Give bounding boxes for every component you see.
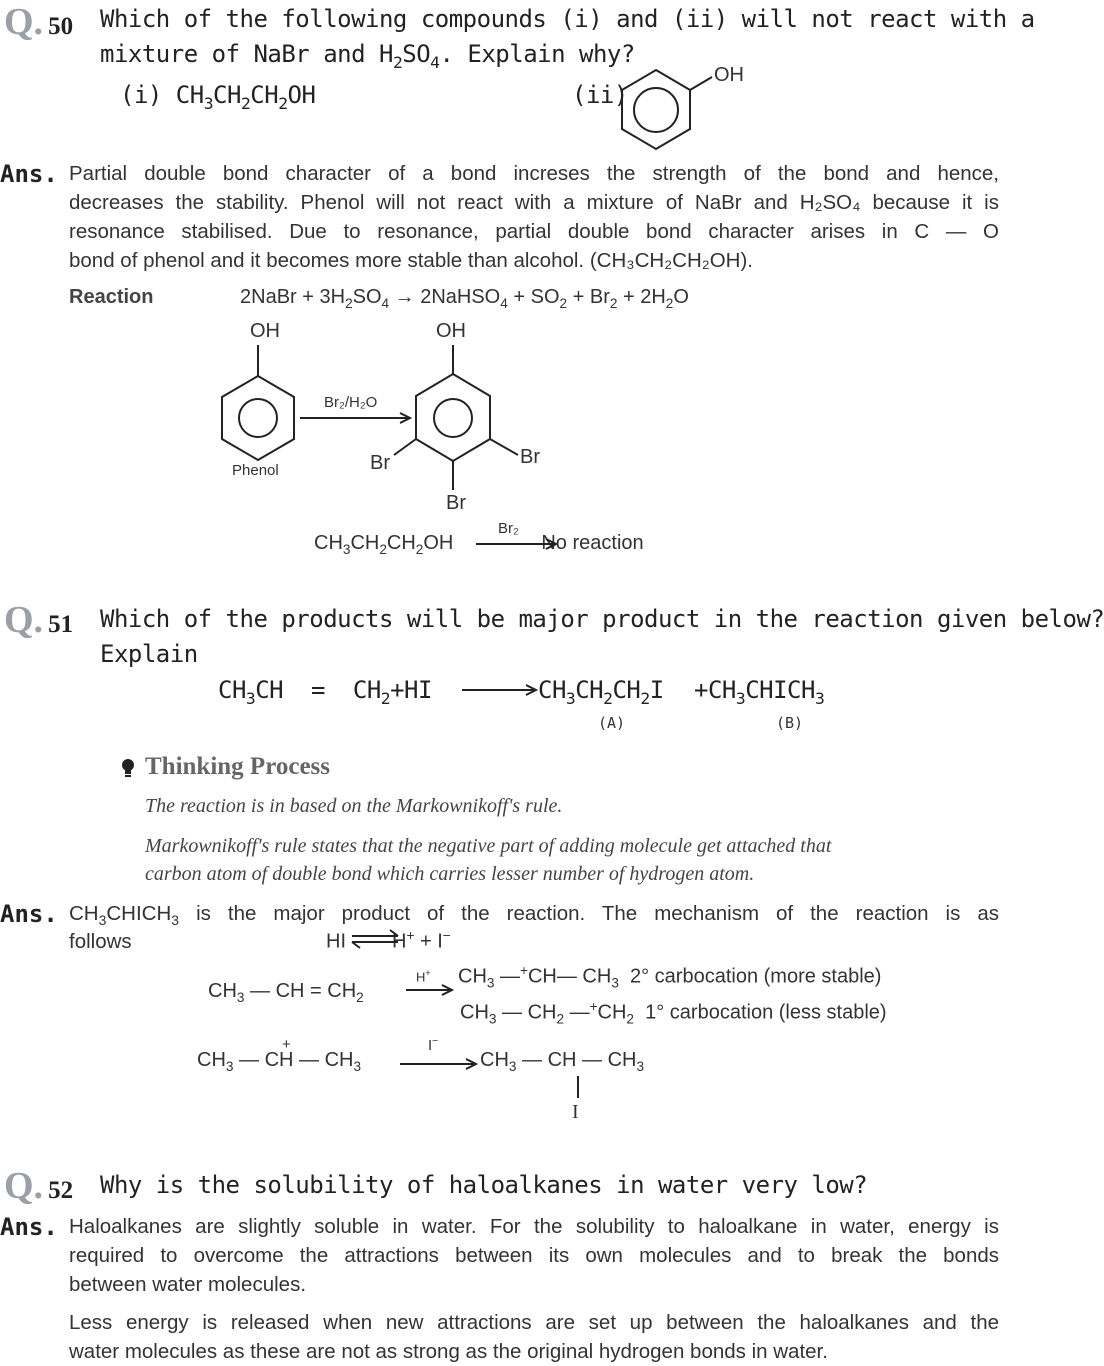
q50-number: 50 <box>48 13 74 40</box>
phenol-ring <box>222 345 294 460</box>
br-right: Br <box>520 446 540 468</box>
iodine-substituent: I <box>572 1101 579 1123</box>
q52-p1-line1: Haloalkanes are slightly soluble in water. For the solubility to haloalkane in water, energy is <box>69 1215 999 1238</box>
br2-over-arrow: Br₂ <box>498 520 519 537</box>
tp-line1: The reaction is in based on the Markownikoff's rule. <box>145 795 563 817</box>
bromination-arrow <box>300 413 410 423</box>
mech-carbo2: $CH_3$ —+CH— $CH_3$ 2° carbocation (more stable) <box>458 963 882 991</box>
no-reaction: No reaction <box>541 532 644 554</box>
q50-line2: mixture of NaBr and $H_2SO_4$. Explain why? <box>100 40 635 72</box>
q51-number: 51 <box>48 611 74 638</box>
q51-header <box>4 598 73 642</box>
i-minus-arrow <box>400 1059 476 1069</box>
phenol-oh: OH <box>250 320 280 342</box>
product-oh: OH <box>436 320 466 342</box>
q50-ans-line1: Partial double bond character of a bond increses the strength of the bond and hence, <box>69 162 999 185</box>
q51-ans-line2: follows <box>69 930 132 953</box>
tp-line3: carbon atom of double bond which carries lesser number of hydrogen atom. <box>145 863 755 885</box>
q50-line1: Which of the following compounds (i) and (ii) will not react with a <box>100 5 1035 33</box>
reaction-label: Reaction <box>69 286 154 308</box>
hi-equilibrium: HI H+ + I− <box>326 928 451 953</box>
q52-p2-line2: water molecules as these are not as strong as the original hydrogen bonds in water. <box>69 1340 828 1363</box>
q51-mark: Q. <box>4 599 44 641</box>
q51-ans-label: Ans. <box>0 900 58 928</box>
q50-phenol-ring <box>622 70 712 149</box>
mech-step2-product: $CH_3$ — CH — $CH_3$ <box>480 1049 645 1074</box>
mech-reactant: $CH_3$ — CH = $CH_2$ <box>208 980 364 1005</box>
q51-equation-left: $CH_3CH = CH_2+HI$ <box>218 676 432 708</box>
q50-ans-line2: decreases the stability. Phenol will not react with a mixture of NaBr and H₂SO₄ because it is <box>69 191 999 214</box>
q52-number: 52 <box>48 1177 74 1204</box>
propanol-reaction: $CH_3CH_2CH_2OH$ No reaction <box>314 532 644 557</box>
tp-line2: Markownikoff's rule states that the negative part of adding molecule get attached that <box>145 835 832 857</box>
q51-line1: Which of the products will be major product in the reaction given below? <box>100 605 1104 633</box>
q51-ans-line1: $CH_3CHICH_3$ is the major product of the reaction. The mechanism of the reaction is as <box>69 902 1000 929</box>
q52-ans-label: Ans. <box>0 1213 58 1241</box>
plus-above-ch: + <box>282 1036 291 1053</box>
q50-ans-line3: resonance stabilised. Due to resonance, partial double bond character arises in C — O <box>69 220 999 243</box>
h-plus-arrow <box>406 985 452 995</box>
i-minus-over-arrow: I− <box>428 1036 439 1054</box>
q51-product-b: $+CH_3CHICH_3$ <box>694 676 825 708</box>
reagent-label: Br₂/H₂O <box>324 394 378 411</box>
phenol-label: Phenol <box>232 462 279 479</box>
q50-ans-label: Ans. <box>0 160 58 188</box>
label-b: (B) <box>776 714 804 732</box>
bulb-icon <box>120 758 136 780</box>
tribromophenol-ring <box>394 345 518 490</box>
q52-p2-line1: Less energy is released when new attractions are set up between the haloalkanes and the <box>69 1311 999 1334</box>
q52-mark: Q. <box>4 1165 44 1207</box>
q50-header <box>4 0 73 44</box>
h-plus-over-arrow: H+ <box>416 968 431 985</box>
q50-ans-line4: bond of phenol and it becomes more stable than alcohol. (CH₃CH₂CH₂OH). <box>69 249 754 272</box>
q52-header <box>4 1164 73 1208</box>
mech-step2-left: $CH_3$ — CH — $CH_3$ <box>197 1049 362 1074</box>
q52-line1: Why is the solubility of haloalkanes in water very low? <box>100 1171 868 1199</box>
q50-option-ii-oh: OH <box>714 64 744 86</box>
thinking-process-title: Thinking Process <box>145 753 330 780</box>
q52-p1-line3: between water molecules. <box>69 1273 307 1296</box>
q52-p1-line2: required to overcome the attractions between its own molecules and to break the bonds <box>69 1244 999 1267</box>
q50-option-i: (i) $CH_3CH_2CH_2OH$ <box>120 81 316 113</box>
q51-product-a: $CH_3CH_2CH_2I$ <box>538 676 664 708</box>
reaction-equation: 2NaBr + $3H_2SO_4$ → 2NaHSO$_4$ + $SO_2 + Br_2 + 2H_2O$ <box>240 286 689 311</box>
q50-mark: Q. <box>4 1 44 43</box>
q51-line2: Explain <box>100 640 198 668</box>
br-left: Br <box>370 452 390 474</box>
mech-carbo1: $CH_3$ — $CH_2$ $—^+CH_2$ 1° carbocation (less stable) <box>460 999 887 1027</box>
label-a: (A) <box>598 714 626 732</box>
q50-option-ii-label: (ii) <box>572 81 628 109</box>
q51-main-arrow <box>462 685 536 695</box>
br-bottom: Br <box>446 492 466 514</box>
